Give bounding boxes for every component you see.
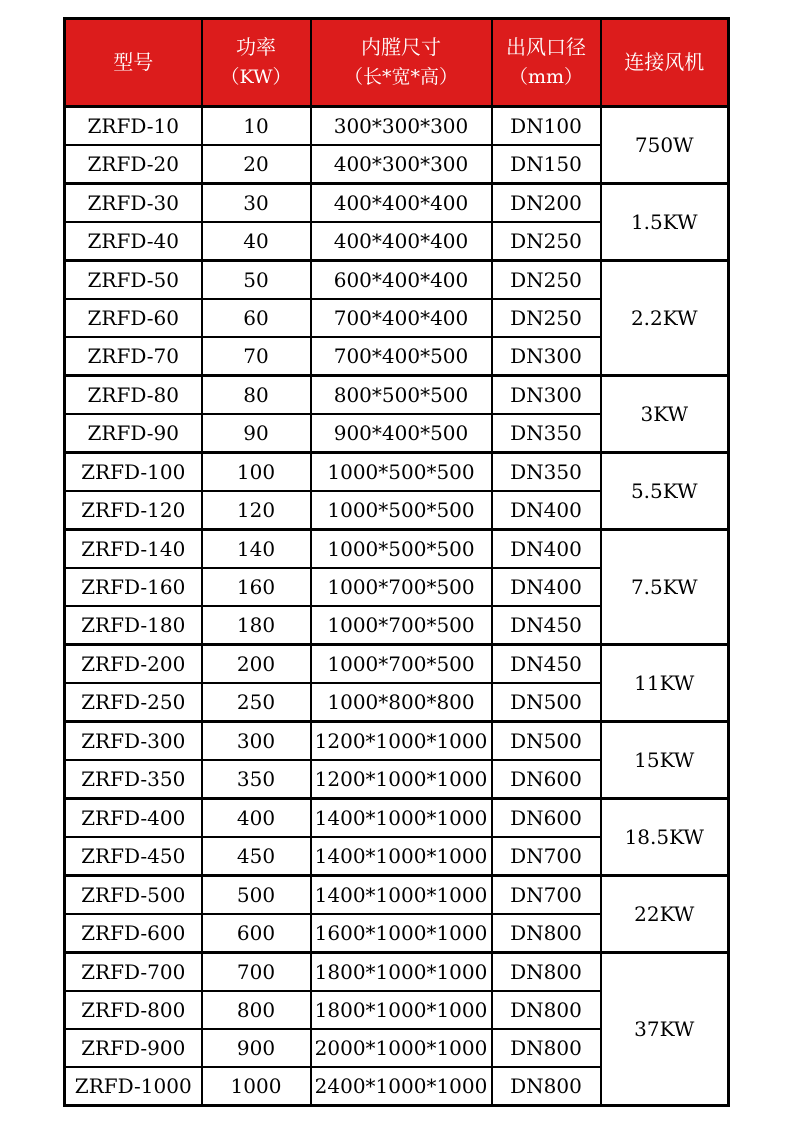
table-row [65,530,729,569]
size-cell: 1200*1000*1000 [311,760,492,799]
outlet-cell: DN200 [492,184,601,223]
outlet-cell: DN800 [492,1029,601,1067]
size-cell: 1000*700*500 [311,568,492,606]
power-cell: 900 [202,1029,311,1067]
size-cell: 1200*1000*1000 [311,722,492,761]
fan-cell: 11KW [601,645,729,722]
table-row [65,645,729,684]
size-cell: 1400*1000*1000 [311,799,492,838]
size-cell: 1800*1000*1000 [311,953,492,992]
fan-cell: 750W [601,107,729,184]
outlet-cell: DN150 [492,145,601,184]
model-cell: ZRFD-450 [65,837,202,876]
outlet-cell: DN250 [492,261,601,300]
column-header-subtitle: （mm） [508,66,584,89]
fan-cell: 3KW [601,376,729,453]
power-cell: 10 [202,107,311,146]
model-cell: ZRFD-600 [65,914,202,953]
fan-cell: 22KW [601,876,729,953]
model-cell: ZRFD-50 [65,261,202,300]
power-cell: 120 [202,491,311,530]
model-cell: ZRFD-160 [65,568,202,606]
model-cell: ZRFD-200 [65,645,202,684]
power-cell: 180 [202,606,311,645]
fan-cell: 5.5KW [601,453,729,530]
size-cell: 600*400*400 [311,261,492,300]
size-cell: 700*400*400 [311,299,492,337]
size-cell: 1000*500*500 [311,453,492,492]
model-cell: ZRFD-80 [65,376,202,415]
outlet-cell: DN500 [492,683,601,722]
power-cell: 350 [202,760,311,799]
size-cell: 2000*1000*1000 [311,1029,492,1067]
outlet-cell: DN800 [492,1067,601,1106]
size-cell: 2400*1000*1000 [311,1067,492,1106]
model-cell: ZRFD-40 [65,222,202,261]
outlet-cell: DN800 [492,914,601,953]
outlet-cell: DN300 [492,337,601,376]
model-cell: ZRFD-1000 [65,1067,202,1106]
column-header-subtitle: （长*宽*高） [343,66,458,89]
model-cell: ZRFD-180 [65,606,202,645]
outlet-cell: DN400 [492,568,601,606]
fan-cell: 2.2KW [601,261,729,376]
size-cell: 1000*700*500 [311,606,492,645]
size-cell: 1000*500*500 [311,491,492,530]
outlet-cell: DN400 [492,530,601,569]
power-cell: 1000 [202,1067,311,1106]
size-cell: 400*300*300 [311,145,492,184]
power-cell: 40 [202,222,311,261]
table-row [65,453,729,492]
power-cell: 140 [202,530,311,569]
power-cell: 90 [202,414,311,453]
model-cell: ZRFD-20 [65,145,202,184]
outlet-cell: DN700 [492,837,601,876]
product-spec-table [63,17,730,1107]
size-cell: 700*400*500 [311,337,492,376]
power-cell: 70 [202,337,311,376]
outlet-cell: DN600 [492,799,601,838]
column-header-outlet [492,19,601,107]
table-row [65,184,729,223]
power-cell: 500 [202,876,311,915]
fan-cell: 7.5KW [601,530,729,645]
column-header-title: 型号 [113,50,154,74]
fan-cell: 37KW [601,953,729,1106]
table-header [65,19,729,107]
size-cell: 1400*1000*1000 [311,837,492,876]
size-cell: 300*300*300 [311,107,492,146]
outlet-cell: DN450 [492,606,601,645]
table-row [65,876,729,915]
fan-cell: 1.5KW [601,184,729,261]
outlet-cell: DN250 [492,222,601,261]
power-cell: 60 [202,299,311,337]
model-cell: ZRFD-100 [65,453,202,492]
power-cell: 100 [202,453,311,492]
power-cell: 400 [202,799,311,838]
outlet-cell: DN800 [492,991,601,1029]
column-header-title: 内膛尺寸 [361,35,441,60]
column-header-subtitle: （KW） [220,66,292,89]
model-cell: ZRFD-800 [65,991,202,1029]
fan-cell: 15KW [601,722,729,799]
power-cell: 20 [202,145,311,184]
outlet-cell: DN300 [492,376,601,415]
model-cell: ZRFD-300 [65,722,202,761]
model-cell: ZRFD-400 [65,799,202,838]
column-header-power [202,19,311,107]
column-header-title: 连接风机 [624,50,705,74]
outlet-cell: DN350 [492,453,601,492]
fan-cell: 18.5KW [601,799,729,876]
model-cell: ZRFD-90 [65,414,202,453]
model-cell: ZRFD-700 [65,953,202,992]
size-cell: 1000*500*500 [311,530,492,569]
model-cell: ZRFD-120 [65,491,202,530]
column-header-size [311,19,492,107]
model-cell: ZRFD-250 [65,683,202,722]
size-cell: 1000*700*500 [311,645,492,684]
power-cell: 600 [202,914,311,953]
model-cell: ZRFD-70 [65,337,202,376]
power-cell: 700 [202,953,311,992]
outlet-cell: DN250 [492,299,601,337]
size-cell: 1000*800*800 [311,683,492,722]
size-cell: 400*400*400 [311,222,492,261]
power-cell: 800 [202,991,311,1029]
outlet-cell: DN450 [492,645,601,684]
table-row [65,722,729,761]
outlet-cell: DN350 [492,414,601,453]
column-header-title: 功率 [236,35,276,60]
size-cell: 1400*1000*1000 [311,876,492,915]
size-cell: 800*500*500 [311,376,492,415]
power-cell: 80 [202,376,311,415]
power-cell: 50 [202,261,311,300]
header-row [65,19,729,107]
size-cell: 900*400*500 [311,414,492,453]
outlet-cell: DN400 [492,491,601,530]
model-cell: ZRFD-30 [65,184,202,223]
model-cell: ZRFD-140 [65,530,202,569]
table-row [65,953,729,992]
outlet-cell: DN500 [492,722,601,761]
model-cell: ZRFD-60 [65,299,202,337]
outlet-cell: DN600 [492,760,601,799]
column-header-model [65,19,202,107]
power-cell: 300 [202,722,311,761]
outlet-cell: DN800 [492,953,601,992]
outlet-cell: DN700 [492,876,601,915]
model-cell: ZRFD-10 [65,107,202,146]
table-row [65,376,729,415]
outlet-cell: DN100 [492,107,601,146]
model-cell: ZRFD-500 [65,876,202,915]
size-cell: 1800*1000*1000 [311,991,492,1029]
column-header-fan [601,19,729,107]
power-cell: 160 [202,568,311,606]
table-row [65,799,729,838]
model-cell: ZRFD-900 [65,1029,202,1067]
power-cell: 30 [202,184,311,223]
model-cell: ZRFD-350 [65,760,202,799]
size-cell: 1600*1000*1000 [311,914,492,953]
column-header-title: 出风口径 [506,35,586,60]
table-row [65,107,729,146]
size-cell: 400*400*400 [311,184,492,223]
power-cell: 250 [202,683,311,722]
power-cell: 450 [202,837,311,876]
table-row [65,261,729,300]
power-cell: 200 [202,645,311,684]
